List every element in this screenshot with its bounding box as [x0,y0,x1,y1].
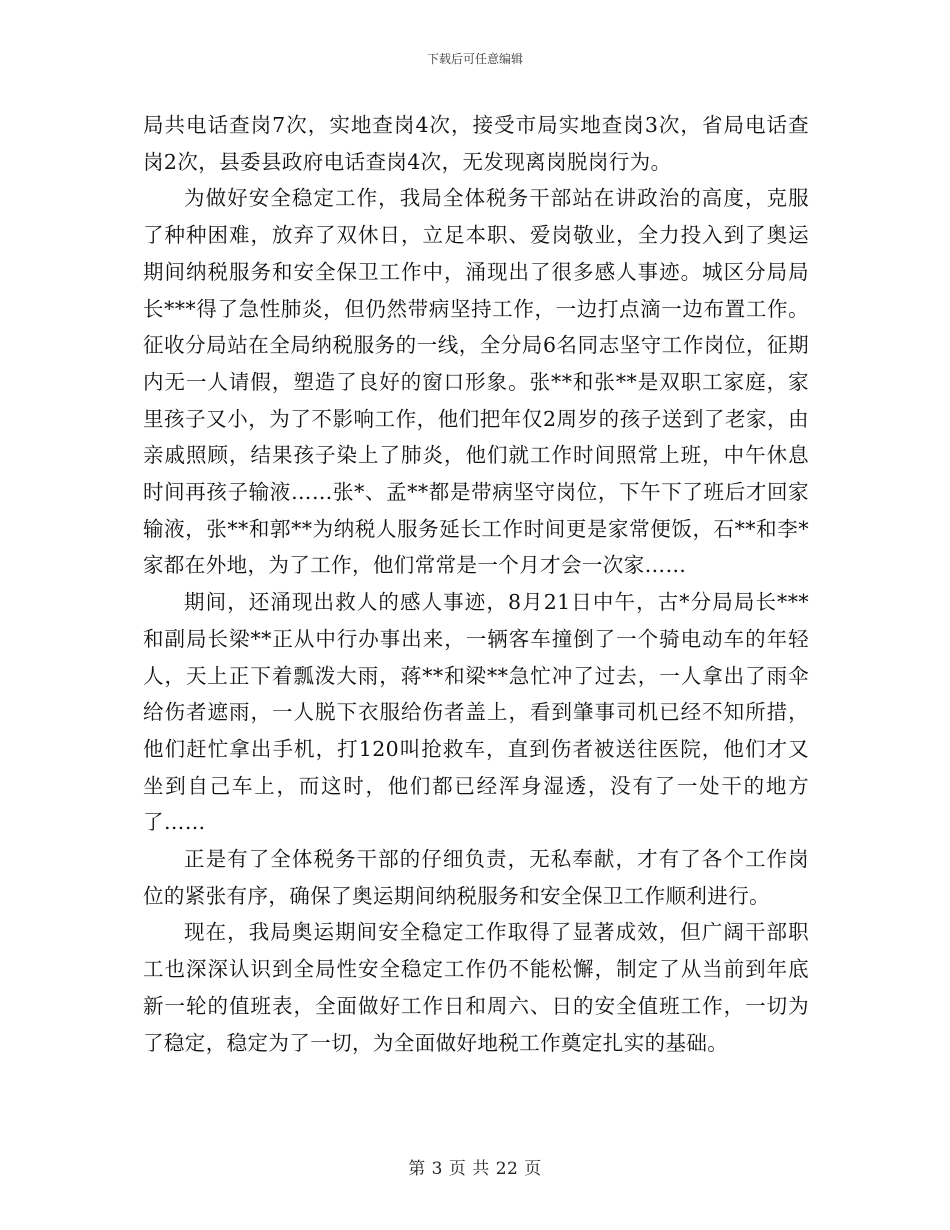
paragraph-4: 正是有了全体税务干部的仔细负责，无私奉献，才有了各个工作岗位的紧张有序，确保了奥运期间纳税服务和安全保卫工作顺利进行。 [143,847,809,908]
paragraph-1: 局共电话查岗7次，实地查岗4次，接受市局实地查岗3次，省局电话查岗2次，县委县政府电话查岗4次，无发现离岗脱岗行为。 [143,113,809,174]
paragraph-3: 期间，还涌现出救人的感人事迹，8月21日中午，古*分局局长***和副局长梁**正从中行办事出来，一辆客车撞倒了一个骑电动车的年轻人，天上正下着瓢泼大雨，蒋**和梁**急忙冲了过去，一人拿出了雨伞给伤者遮雨，一人脱下衣服给伤者盖上，看到肇事司机已经不知所措，他们赶忙拿出手机，打120叫抢救车，直到伤者被送往医院，他们才又坐到自己车上，而这时，他们都已经浑身湿透，没有了一处干的地方了…… [143,590,809,835]
document-body [143,107,809,1061]
page-header: 下载后可任意编辑 [426,52,523,66]
paragraph-5: 现在，我局奥运期间安全稳定工作取得了显著成效，但广阔干部职工也深深认识到全局性安全稳定工作仍不能松懈，制定了从当前到年底新一轮的值班表，全面做好工作日和周六、日的安全值班工作，一切为了稳定，稳定为了一切，为全面做好地税工作奠定扎实的基础。 [143,920,809,1055]
paragraph-2: 为做好安全稳定工作，我局全体税务干部站在讲政治的高度，克服了种种困难，放弃了双休日，立足本职、爱岗敬业，全力投入到了奥运期间纳税服务和安全保卫工作中，涌现出了很多感人事迹。城区分局局长***得了急性肺炎，但仍然带病坚持工作，一边打点滴一边布置工作。征收分局站在全局纳税服务的一线，全分局6名同志坚守工作岗位，征期内无一人请假，塑造了良好的窗口形象。张**和张**是双职工家庭，家里孩子又小，为了不影响工作，他们把年仅2周岁的孩子送到了老家，由亲戚照顾，结果孩子染上了肺炎，他们就工作时间照常上班，中午休息时间再孩子输液……张*、孟**都是带病坚守岗位，下午下了班后才回家输液，张**和郭**为纳税人服务延长工作时间更是家常便饭，石**和李*家都在外地，为了工作，他们常常是一个月才会一次家…… [143,186,809,578]
page-number-footer: 第 3 页 共 22 页 [408,1159,542,1179]
